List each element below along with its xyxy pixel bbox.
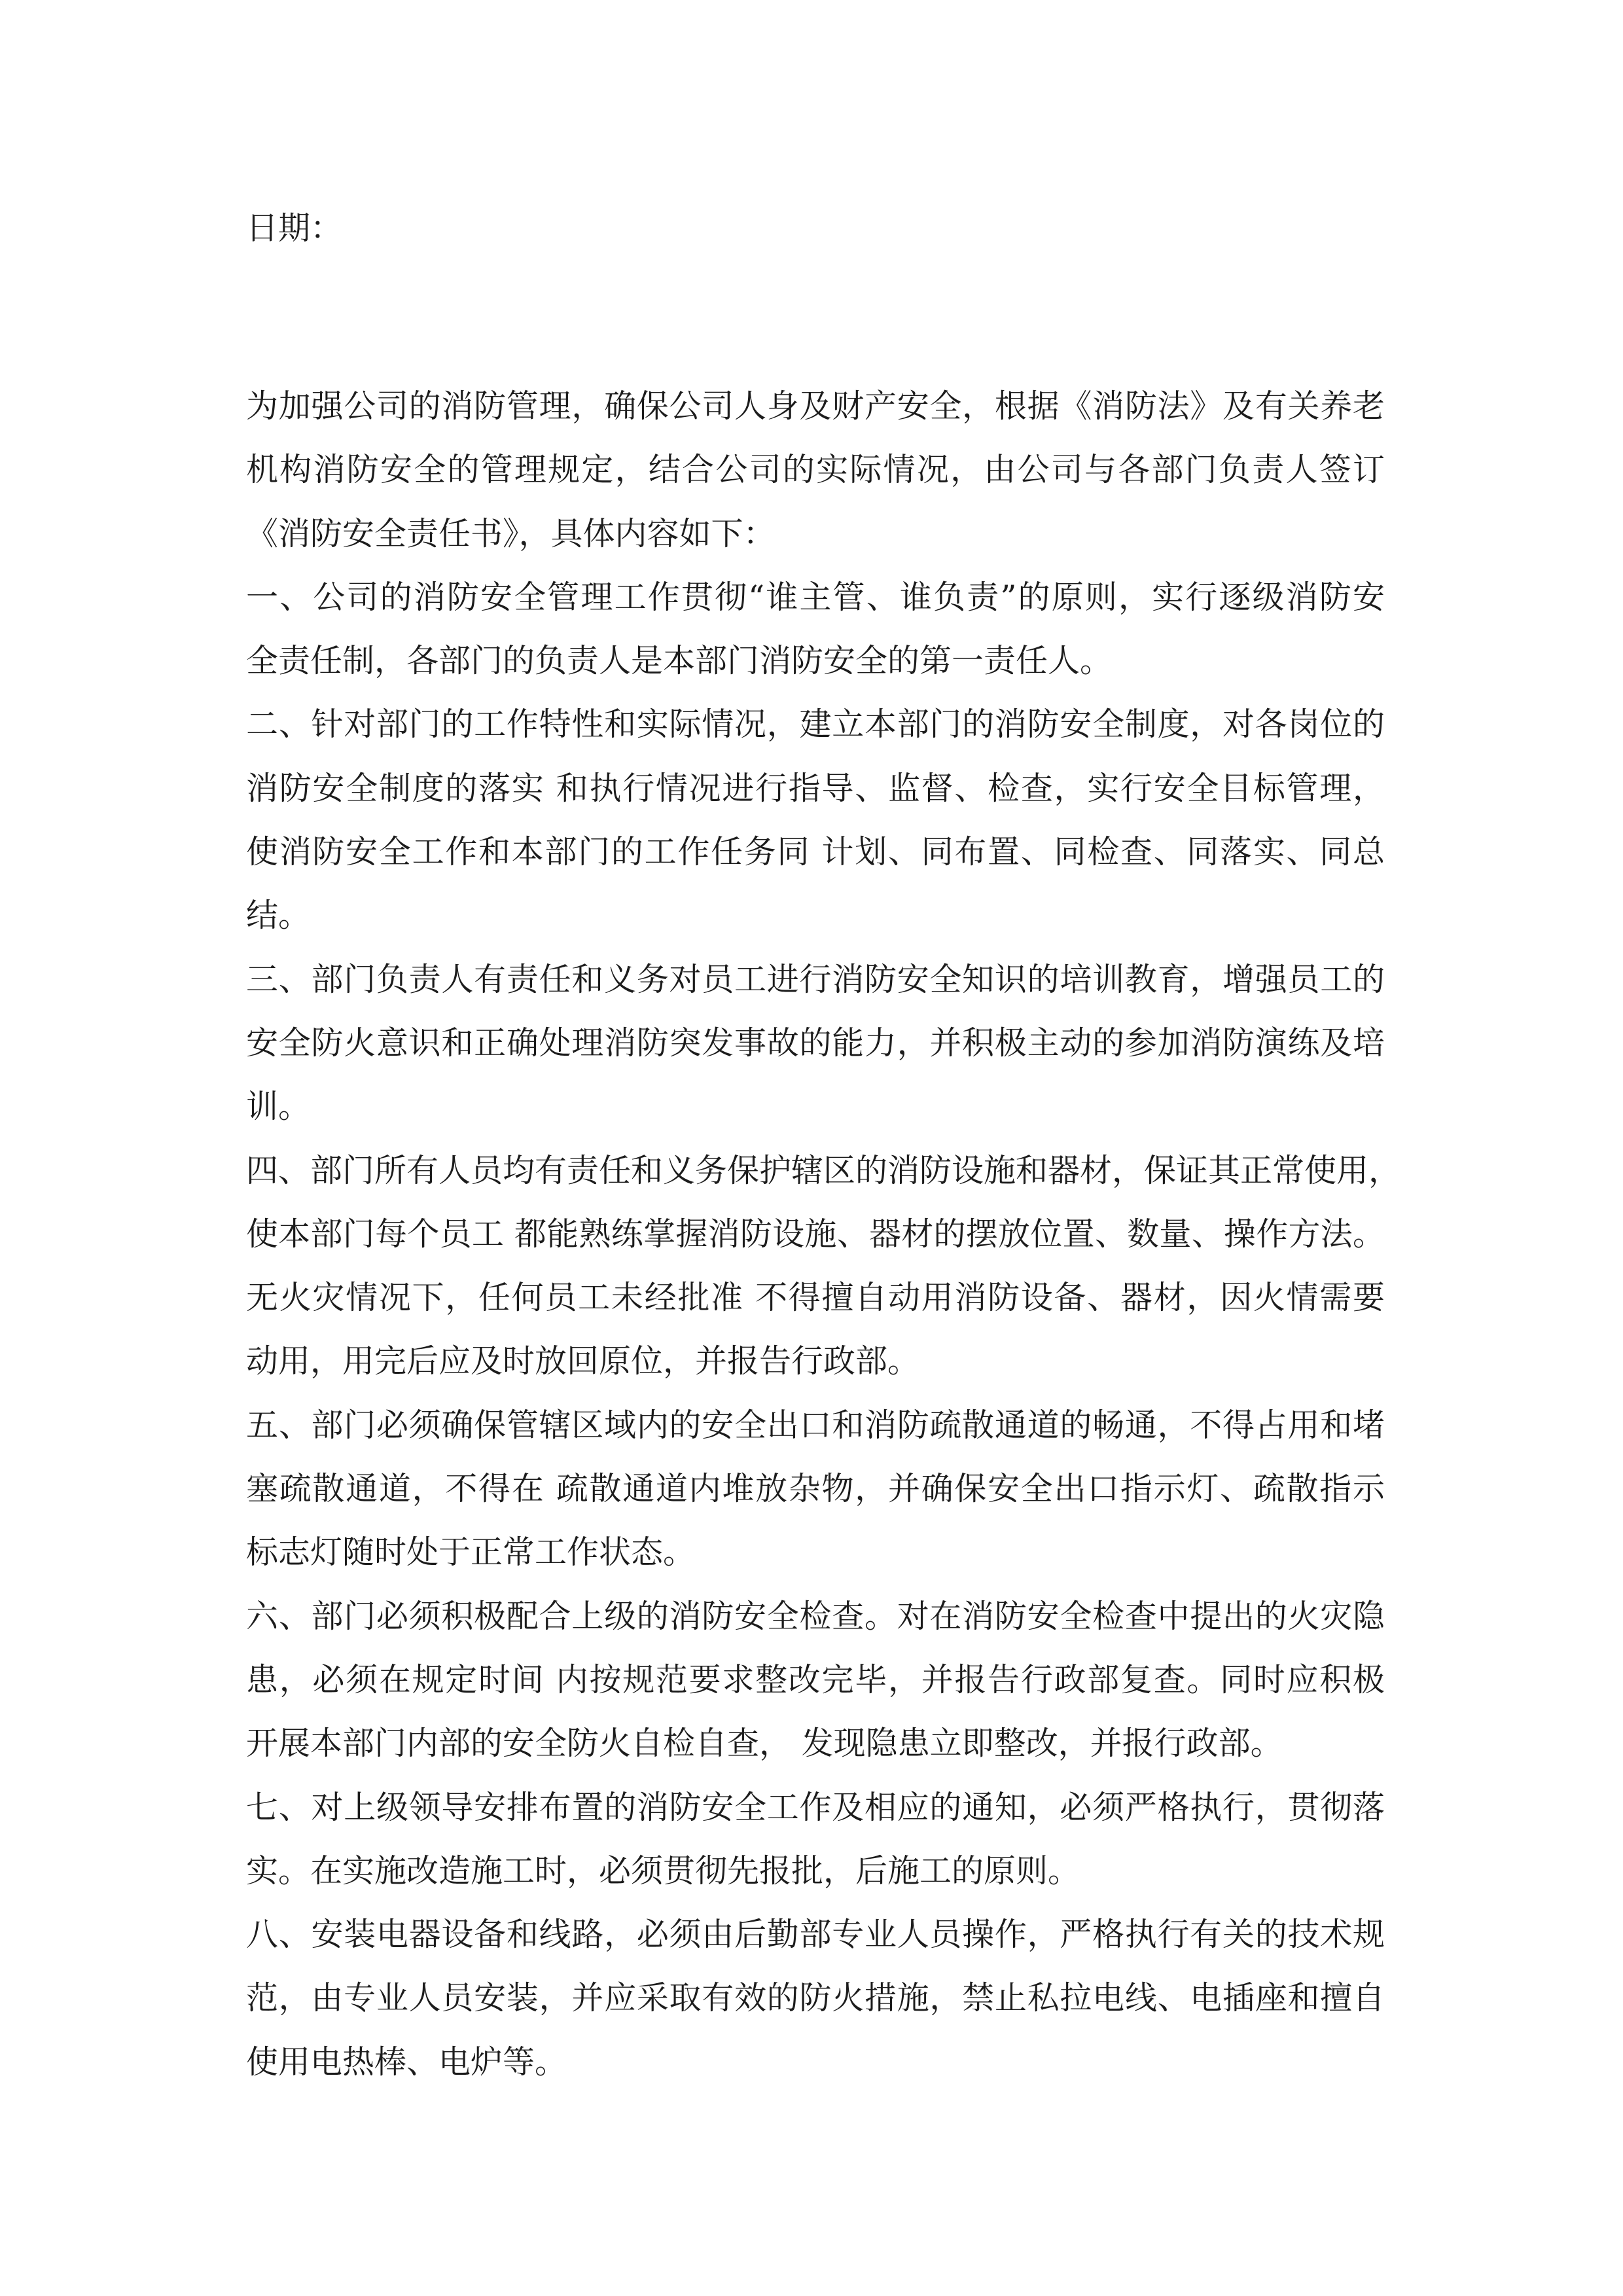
clause-4-line-2: 使本部门每个员工 都能熟练掌握消防设施、器材的摆放位置、数量、操作方法。 [246,1215,1385,1253]
clause-3-line-1: 三、部门负责人有责任和义务对员工进行消防安全知识的培训教育，增强员工的 [246,960,1385,998]
clause-7-line-2: 实。在实施改造施工时，必须贯彻先报批，后施工的原则。 [246,1852,1080,1890]
clause-6-line-3: 开展本部门内部的安全防火自检自查， 发现隐患立即整改，并报行政部。 [246,1725,1283,1763]
clause-2-line-2: 消防安全制度的落实 和执行情况进行指导、监督、检查，实行安全目标管理， [246,769,1385,807]
clause-4-line-4: 动用，用完后应及时放回原位，并报告行政部。 [246,1342,920,1380]
clause-4-line-1: 四、部门所有人员均有责任和义务保护辖区的消防设施和器材，保证其正常使用， [246,1151,1401,1189]
clause-8-line-3: 使用电热棒、电炉等。 [246,2043,567,2081]
clause-6-line-1: 六、部门必须积极配合上级的消防安全检查。对在消防安全检查中提出的火灾隐 [246,1597,1385,1635]
intro-line-2: 机构消防安全的管理规定，结合公司的实际情况，由公司与各部门负责人签订 [246,451,1385,489]
clause-2-line-3: 使消防安全工作和本部门的工作任务同 计划、同布置、同检查、同落实、同总 [246,833,1385,871]
clause-2-line-1: 二、针对部门的工作特性和实际情况，建立本部门的消防安全制度，对各岗位的 [246,706,1385,744]
clause-8-line-1: 八、安装电器设备和线路，必须由后勤部专业人员操作，严格执行有关的技术规 [246,1916,1385,1954]
clause-5-line-1: 五、部门必须确保管辖区域内的安全出口和消防疏散通道的畅通，不得占用和堵 [246,1406,1385,1444]
clause-3-line-2: 安全防火意识和正确处理消防突发事故的能力，并积极主动的参加消防演练及培 [246,1024,1385,1062]
date-label: 日期： [246,209,343,247]
clause-5-line-2: 塞疏散通道，不得在 疏散通道内堆放杂物，并确保安全出口指示灯、疏散指示 [246,1470,1385,1508]
clause-4-line-3: 无火灾情况下，任何员工未经批准 不得擅自动用消防设备、器材，因火情需要 [246,1279,1385,1317]
clause-1-line-2: 全责任制，各部门的负责人是本部门消防安全的第一责任人。 [246,642,1113,680]
clause-5-line-3: 标志灯随时处于正常工作状态。 [246,1534,696,1571]
spacer [246,260,1385,374]
intro-line-1: 为加强公司的消防管理，确保公司人身及财产安全，根据《消防法》及有关养老 [246,387,1385,425]
clause-3-line-3: 训。 [246,1088,311,1126]
clause-2-line-4: 结。 [246,897,311,935]
clause-1-line-1: 一、公司的消防安全管理工作贯彻“谁主管、谁负责”的原则，实行逐级消防安 [246,578,1385,616]
clause-6-line-2: 患，必须在规定时间 内按规范要求整改完毕，并报告行政部复查。同时应积极 [246,1660,1385,1698]
document-body [246,196,1401,2094]
clause-7-line-1: 七、对上级领导安排布置的消防安全工作及相应的通知，必须严格执行，贯彻落 [246,1788,1385,1826]
clause-8-line-2: 范，由专业人员安装，并应采取有效的防火措施，禁止私拉电线、电插座和擅自 [246,1979,1385,2017]
intro-line-3: 《消防安全责任书》，具体内容如下： [246,514,776,552]
